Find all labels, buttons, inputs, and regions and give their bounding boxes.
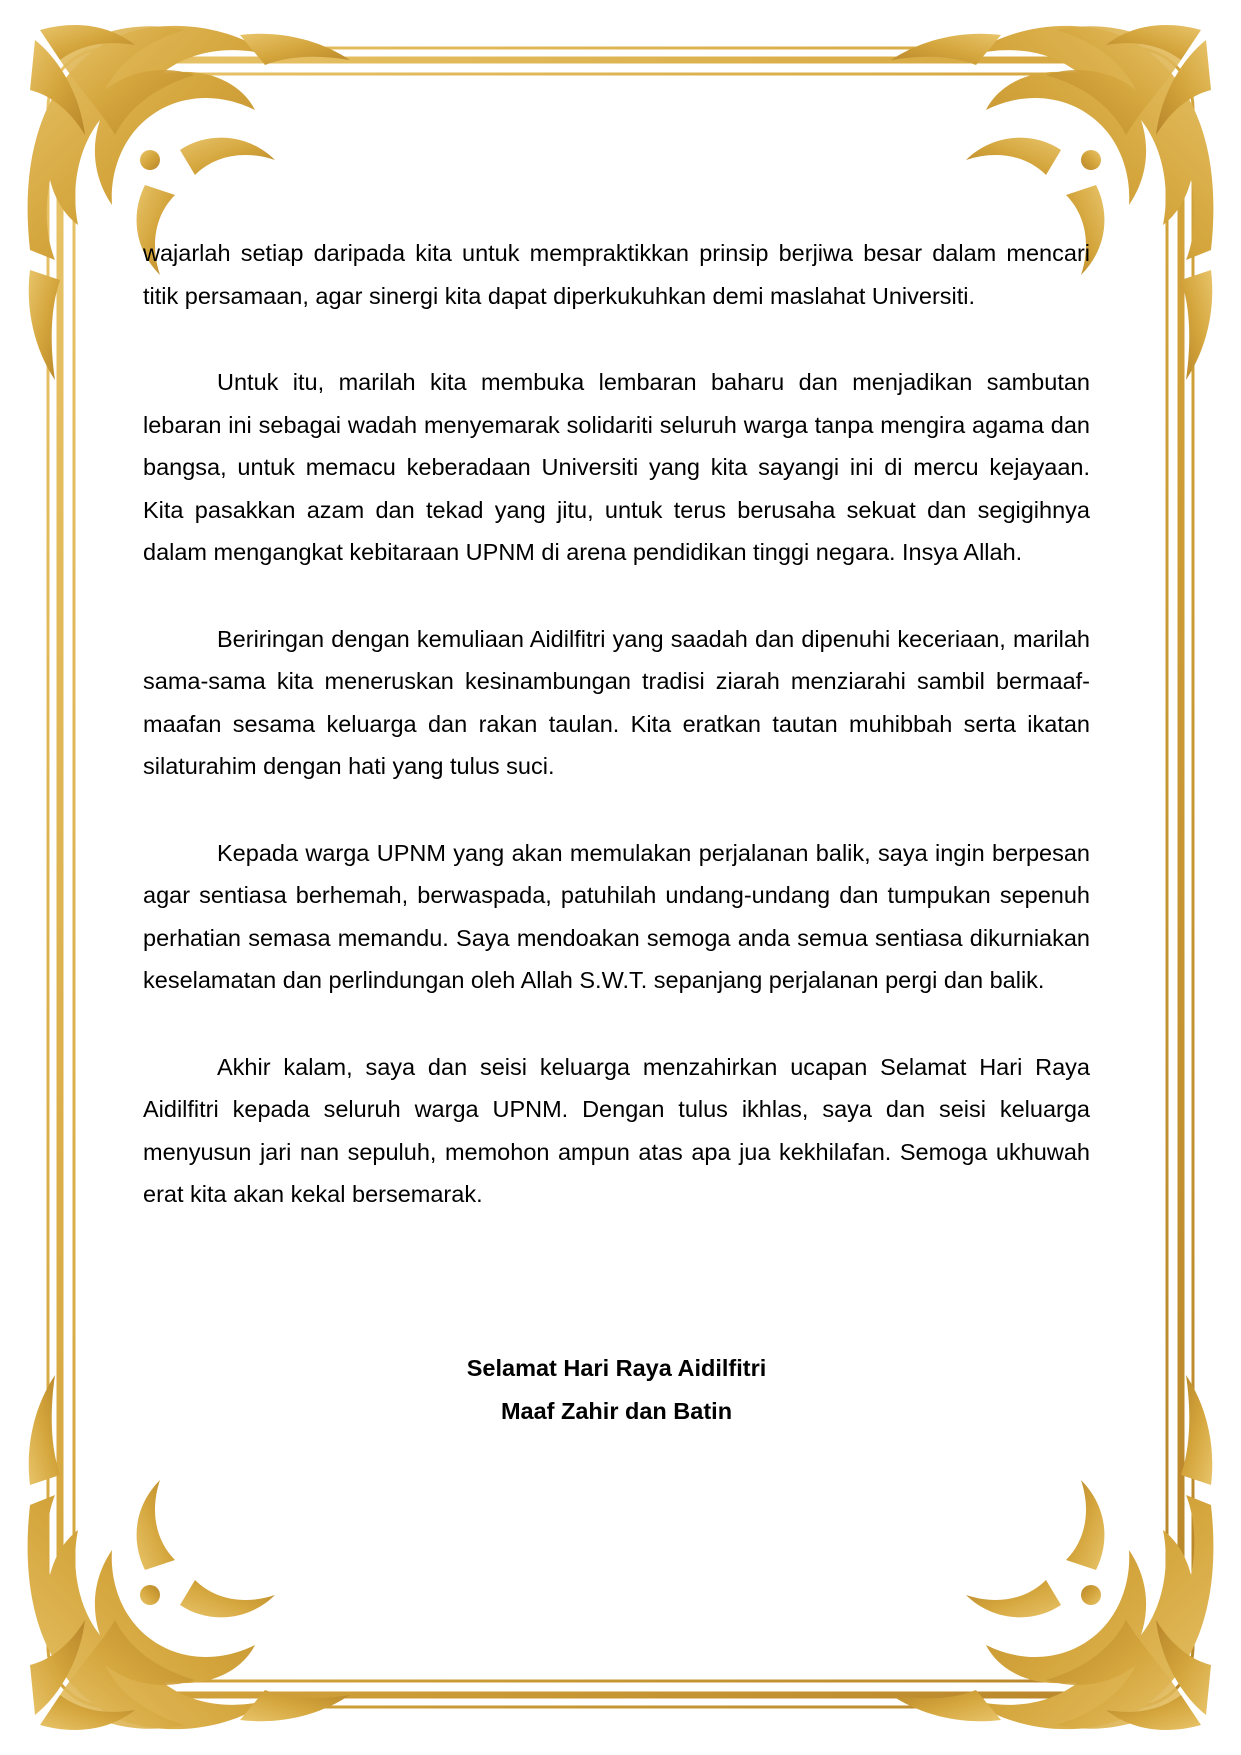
paragraph-2: Untuk itu, marilah kita membuka lembaran baharu dan menjadikan sambutan lebaran ini sebagai wadah menyemarak solidariti seluruh warga tanpa mengira agama dan bangsa, untuk memacu keberadaan Universiti yang kita sayangi ini di mercu kejayaan. Kita pasakkan azam dan tekad yang jitu, untuk terus berusaha sekuat dan segigihnya dalam mengangkat kebitaraan UPNM di arena pendidikan tinggi negara. Insya Allah. <box>143 369 1090 565</box>
paragraph-5: Akhir kalam, saya dan seisi keluarga menzahirkan ucapan Selamat Hari Raya Aidilfitri kepada seluruh warga UPNM. Dengan tulus ikhlas, saya dan seisi keluarga menyusun jari nan sepuluh, memohon ampun atas apa jua kekhilafan. Semoga ukhuwah erat kita akan kekal bersemarak. <box>143 1053 1090 1207</box>
letter-body <box>143 232 1090 1260</box>
paragraph-1: wajarlah setiap daripada kita untuk mempraktikkan prinsip berjiwa besar dalam mencari titik persamaan, agar sinergi kita dapat diperkukuhkan demi maslahat Universiti. <box>143 240 1090 309</box>
closing-line-2: Maaf Zahir dan Batin <box>500 1397 733 1424</box>
closing-greeting <box>143 1347 1090 1432</box>
paragraph-4: Kepada warga UPNM yang akan memulakan perjalanan balik, saya ingin berpesan agar sentiasa berhemah, berwaspada, patuhilah undang-undang dan tumpukan sepenuh perhatian semasa memandu. Saya mendoakan semoga anda semua sentiasa dikurniakan keselamatan dan perlindungan oleh Allah S.W.T. sepanjang perjalanan pergi dan balik. <box>143 839 1090 993</box>
paragraph-3: Beriringan dengan kemuliaan Aidilfitri yang saadah dan dipenuhi keceriaan, marilah sama-sama kita meneruskan kesinambungan tradisi ziarah menziarahi sambil bermaaf-maafan sesama keluarga dan rakan taulan. Kita eratkan tautan muhibbah serta ikatan silaturahim dengan hati yang tulus suci. <box>143 625 1090 779</box>
closing-line-1: Selamat Hari Raya Aidilfitri <box>466 1355 767 1381</box>
